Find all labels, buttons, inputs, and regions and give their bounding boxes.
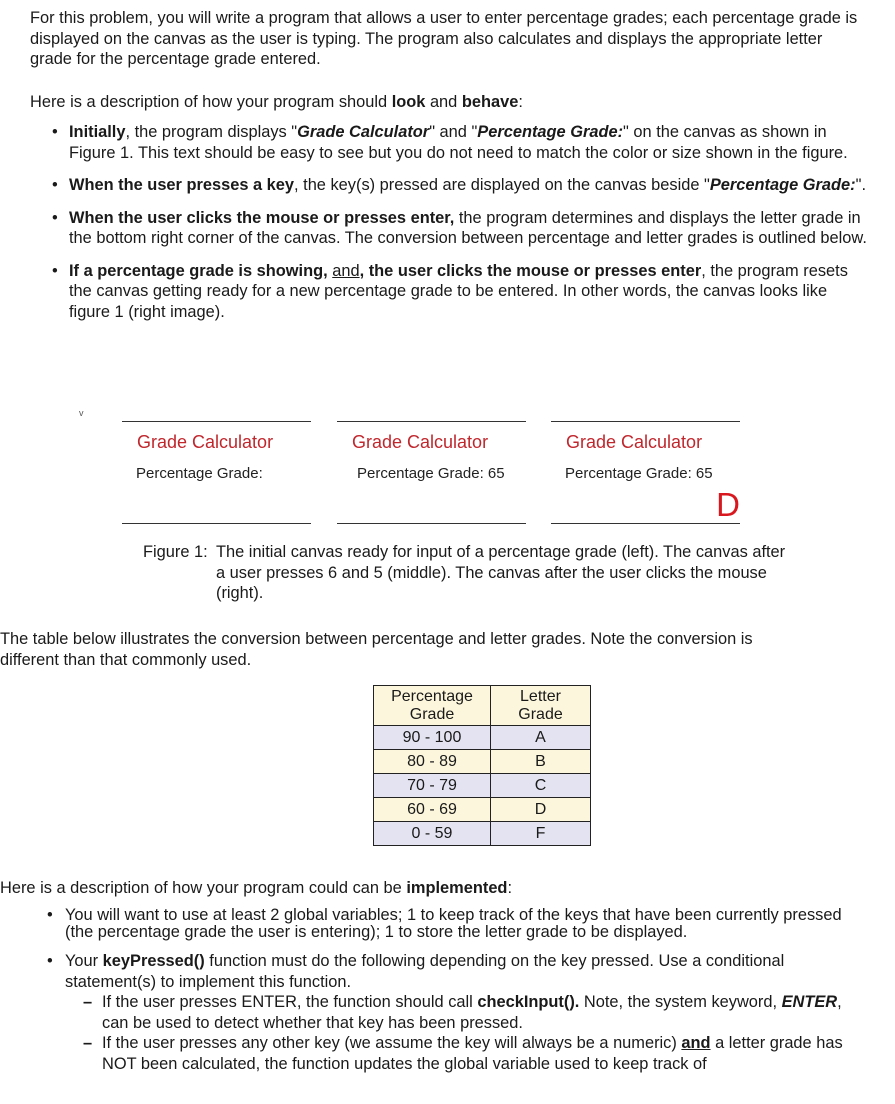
canvas-title: Grade Calculator [137, 432, 274, 452]
table-row [374, 750, 591, 774]
text: , the program displays " [125, 123, 298, 141]
intro-paragraph: For this problem, you will write a program that allows a user to enter percentage grades; each percentage grade is displayed on the canvas as the user is typing. The program also calculates and displays the appropriate letter grade for the percentage grade entered. [30, 9, 858, 68]
table-cell: 60 - 69 [374, 798, 491, 822]
behavior-item-keypress [52, 175, 872, 196]
behavior-item-click [52, 208, 872, 249]
table-cell: B [491, 750, 591, 774]
text: If the user presses ENTER, the function should call [102, 993, 478, 1011]
behavior-heading-colon: : [518, 93, 523, 111]
sub-item-other-key [65, 1033, 857, 1074]
behavior-heading-behave: behave [461, 93, 519, 111]
italic-text: Percentage Grade: [709, 176, 856, 194]
canvas-title: Grade Calculator [352, 432, 489, 452]
canvas-letter-grade: D [716, 486, 740, 523]
table-cell: 70 - 79 [374, 774, 491, 798]
table-row [374, 774, 591, 798]
figure-caption [143, 542, 793, 604]
table-cell: 90 - 100 [374, 726, 491, 750]
text: If the user presses any other key (we assume the key will always be a numeric) [102, 1034, 682, 1052]
bold-text: When the user clicks the mouse or presses enter, [69, 208, 455, 227]
table-header-row [374, 686, 591, 726]
table-row [374, 798, 591, 822]
underlined-text: and [332, 261, 360, 280]
keypressed-sublist [65, 992, 857, 1074]
italic-text: Percentage Grade: [477, 123, 624, 141]
canvas-title: Grade Calculator [566, 432, 703, 452]
implementation-heading-bold: implemented [406, 879, 508, 897]
bold-text: Initially [69, 123, 126, 141]
bold-text: When the user presses a key [69, 176, 295, 194]
behavior-heading-text: Here is a description of how your program should [30, 93, 392, 111]
figure-caption-text: The initial canvas ready for input of a percentage grade (left). The canvas after a user presses 6 and 5 (middle). The canvas after the user clicks the mouse (right). [216, 543, 786, 602]
behavior-heading-look: look [391, 93, 426, 111]
implementation-heading-text: Here is a description of how your program could can be [0, 879, 407, 897]
text: Note, the system keyword, [579, 993, 782, 1011]
canvas-percentage-label: Percentage Grade: 65 [565, 465, 713, 482]
table-cell: A [491, 726, 591, 750]
behavior-heading-and: and [425, 93, 462, 111]
canvas-percentage-label: Percentage Grade: [136, 465, 263, 482]
text: a letter grade has NOT been calculated, the function updates the global variable used to keep track of [102, 1034, 843, 1073]
table-intro: The table below illustrates the conversion between percentage and letter grades. Note the conversion is different than that commonly used. [0, 630, 753, 669]
text: ". [855, 176, 866, 194]
behavior-item-initially [52, 122, 872, 163]
implementation-list [47, 907, 857, 1084]
implementation-heading [0, 878, 512, 899]
bold-text: , the user clicks the mouse or presses enter [359, 261, 702, 280]
behavior-list [52, 122, 872, 334]
bold-italic-text: ENTER [781, 993, 838, 1011]
table-cell: F [491, 822, 591, 846]
bold-text: keyPressed() [102, 952, 205, 970]
canvas-initial [122, 421, 311, 524]
table-cell: 0 - 59 [374, 822, 491, 846]
table-cell: C [491, 774, 591, 798]
column-header-letter: Letter Grade [491, 686, 591, 726]
italic-text: Grade Calculator [297, 123, 430, 141]
implementation-item-globals: • You will want to use at least 2 global variables; 1 to keep track of the keys that have been currently pressed (the percentage grade the user is entering); 1 to store the letter grade to be displayed. [47, 907, 857, 941]
text: function must do the following depending on the key pressed. Use a conditional statement(s) to implement this function. [65, 952, 785, 991]
table-row [374, 726, 591, 750]
text: , the key(s) pressed are displayed on the canvas beside " [294, 176, 710, 194]
table-cell: D [491, 798, 591, 822]
grade-conversion-table [373, 685, 591, 846]
tick-mark: v [79, 408, 84, 418]
text: , the program resets the canvas getting ready for a new percentage grade to be entered. In other words, the canvas looks like figure 1 (right image). [69, 261, 848, 321]
table-cell: 80 - 89 [374, 750, 491, 774]
figure-label: Figure 1: [143, 543, 208, 561]
bold-underlined-text: and [681, 1034, 711, 1052]
text: , can be used to detect whether that key has been pressed. [102, 993, 842, 1032]
text: the program determines and displays the letter grade in the bottom right corner of the canvas. The conversion between percentage and letter grades is outlined below. [69, 208, 867, 247]
canvas-result [551, 421, 740, 524]
canvas-percentage-label: Percentage Grade: 65 [357, 465, 505, 482]
text: " and " [429, 123, 478, 141]
sub-item-enter [65, 992, 857, 1033]
canvas-typing [337, 421, 526, 524]
behavior-item-reset [52, 261, 872, 323]
text: Your [65, 952, 103, 970]
implementation-heading-colon: : [507, 879, 513, 897]
table-row [374, 822, 591, 846]
text: " on the canvas as shown in Figure 1. This text should be easy to see but you do not need to match the color or size shown in the figure. [69, 123, 848, 162]
behavior-heading [30, 92, 523, 113]
column-header-percentage: Percentage Grade [374, 686, 491, 726]
bold-text: checkInput(). [477, 993, 580, 1011]
implementation-item-keypressed [47, 951, 857, 1074]
bold-text: If a percentage grade is showing, [69, 261, 333, 280]
